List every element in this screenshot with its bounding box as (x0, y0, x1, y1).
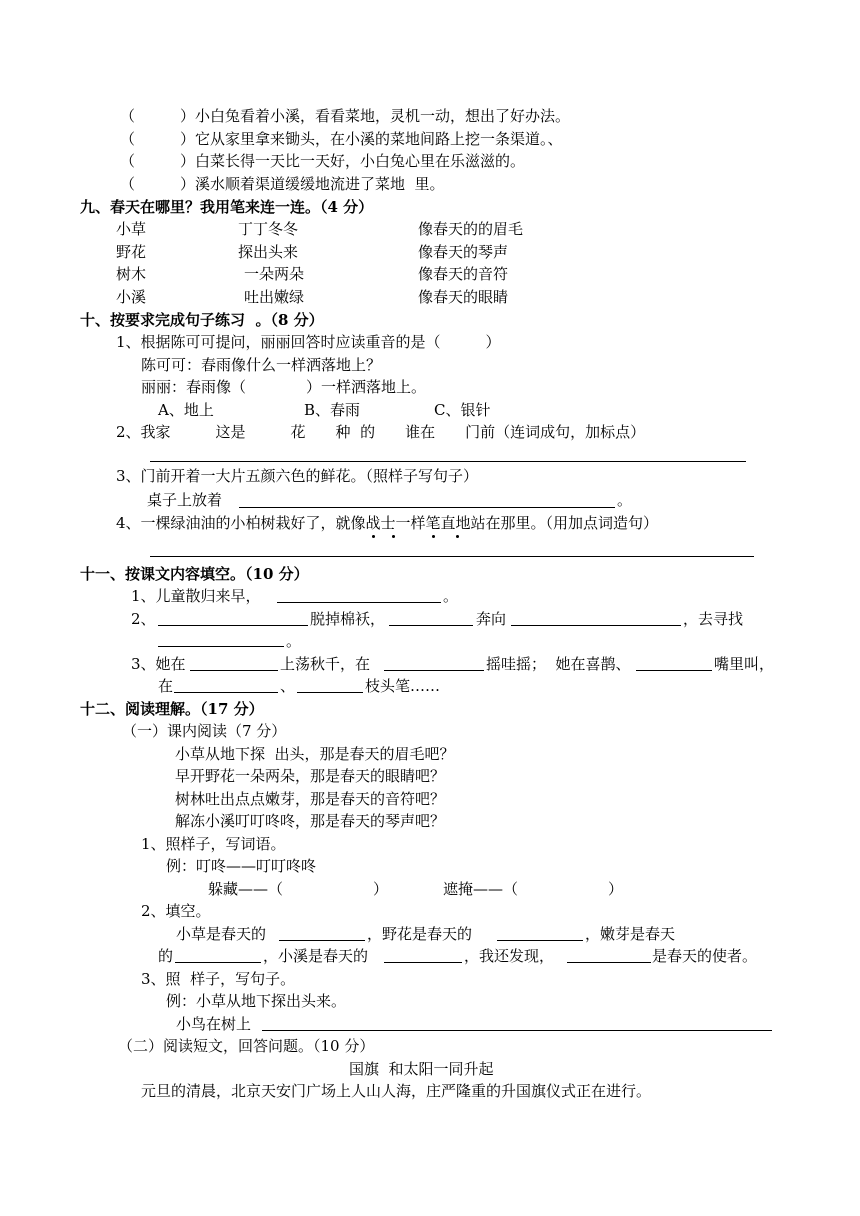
fill-blank[interactable] (190, 670, 278, 671)
fill-text: 摇哇摇； 她在喜鹊、 (486, 655, 631, 673)
question-text: 1、照样子，写词语。 (141, 835, 286, 853)
fill-blank[interactable] (158, 646, 284, 647)
word-blank[interactable]: 遮掩——（ ） (443, 880, 624, 898)
dialogue-line: 丽丽：春雨像（ ）一样洒落地上。 (141, 378, 427, 396)
emphasis-dot (392, 535, 395, 538)
fill-blank[interactable] (158, 625, 308, 626)
fill-blank[interactable] (567, 962, 651, 963)
emphasis-dot (456, 535, 459, 538)
question-text: 2、我家 这是 花 种 的 谁在 门前（连词成句，加标点） (116, 423, 646, 441)
poem-line: 小草从地下探 出头，那是春天的眉毛吧？ (175, 745, 455, 763)
answer-line[interactable] (150, 556, 754, 557)
fill-blank[interactable] (174, 692, 278, 693)
fill-text: ，小溪是春天的 (263, 947, 369, 965)
match-left[interactable]: 小溪 (116, 288, 147, 306)
fill-text: 小草是春天的 (176, 925, 267, 943)
match-left[interactable]: 小草 (116, 220, 147, 238)
fill-text: 嘴里叫， (714, 655, 775, 673)
fill-text: 脱掉棉袄， (310, 610, 386, 628)
emphasis-dots (368, 535, 468, 541)
question-text: 3、门前开着一大片五颜六色的鲜花。（照样子写句子） (116, 467, 479, 485)
section-10-title: 十、按要求完成句子练习 。（8 分） (80, 311, 324, 329)
period-mark: 。 (617, 491, 633, 509)
match-right[interactable]: 像春天的的眉毛 (418, 220, 524, 238)
story-paragraph: 元旦的清晨，北京天安门广场上人山人海，庄严隆重的升国旗仪式正在进行。 (141, 1082, 652, 1100)
fill-text: 是春天的使者。 (652, 947, 758, 965)
answer-line[interactable] (150, 461, 746, 462)
subsection-title: （二）阅读短文，回答问题。（10 分） (118, 1037, 375, 1055)
fill-blank[interactable] (297, 692, 363, 693)
fill-blank[interactable] (384, 962, 462, 963)
story-title: 国旗 和太阳一同升起 (349, 1060, 494, 1078)
fill-text: ，野花是春天的 (367, 925, 473, 943)
section-12-title: 十二、阅读理解。（17 分） (80, 700, 264, 718)
fill-text: 1、儿童散归来早， (131, 587, 261, 605)
fill-text: ，我还发现， (464, 947, 555, 965)
question-text: 4、一棵绿油油的小柏树栽好了，就像战士一样笔直地站在那里。（用加点词造句） (116, 514, 659, 532)
prompt-text: 小鸟在树上 (176, 1015, 252, 1033)
section-11-title: 十一、按课文内容填空。（10 分） (80, 565, 309, 583)
option-b[interactable]: B、春雨 (304, 401, 361, 419)
fill-text: 。 (443, 587, 459, 605)
match-middle[interactable]: 丁丁冬冬 (238, 220, 299, 238)
emphasis-dot (432, 535, 435, 538)
fill-blank[interactable] (636, 670, 712, 671)
question-text: 1、根据陈可可提问，丽丽回答时应读重音的是（ ） (116, 333, 501, 351)
fill-text: ，去寻找 (683, 610, 744, 628)
order-item: （ ）白菜长得一天比一天好，小白兔心里在乐滋滋的。 (120, 152, 526, 170)
fill-blank[interactable] (384, 670, 484, 671)
match-middle[interactable]: 一朵两朵 (244, 265, 305, 283)
poem-line: 解冻小溪叮叮咚咚，那是春天的琴声吧？ (175, 812, 446, 830)
fill-text: 枝头笔…… (365, 677, 441, 695)
fill-blank[interactable] (389, 625, 473, 626)
emphasis-dot (372, 535, 375, 538)
question-text: 3、照 样子，写句子。 (141, 970, 296, 988)
fill-text: 上荡秋千，在 (280, 655, 371, 673)
example-text: 例：小草从地下探出头来。 (166, 992, 347, 1010)
question-text: 2、填空。 (141, 902, 211, 920)
order-item: （ ）它从家里拿来锄头，在小溪的菜地间路上挖一条渠道。、 (120, 130, 563, 148)
match-right[interactable]: 像春天的琴声 (418, 243, 509, 261)
fill-blank[interactable] (279, 940, 365, 941)
prompt-text: 桌子上放着 (147, 491, 223, 509)
option-a[interactable]: A、地上 (158, 401, 214, 419)
order-item: （ ）溪水顺着渠道缓缓地流进了菜地 里。 (120, 175, 445, 193)
order-item: （ ）小白兔看着小溪，看看菜地，灵机一动，想出了好办法。 (120, 107, 571, 125)
fill-text: 在 (158, 677, 174, 695)
fill-blank[interactable] (497, 940, 583, 941)
poem-line: 早开野花一朵两朵，那是春天的眼睛吧？ (175, 767, 446, 785)
answer-line[interactable] (239, 507, 615, 508)
fill-blank[interactable] (511, 625, 681, 626)
answer-line[interactable] (262, 1030, 772, 1031)
match-left[interactable]: 树木 (116, 265, 147, 283)
match-left[interactable]: 野花 (116, 243, 147, 261)
option-c[interactable]: C、银针 (434, 401, 491, 419)
fill-blank[interactable] (175, 962, 261, 963)
section-9-title: 九、春天在哪里？我用笔来连一连。（4 分） (80, 198, 374, 216)
fill-text: 、 (280, 677, 296, 695)
dialogue-line: 陈可可：春雨像什么一样洒落地上？ (141, 356, 382, 374)
match-middle[interactable]: 探出头来 (238, 243, 299, 261)
fill-text: 2、 (131, 610, 156, 628)
fill-blank[interactable] (277, 602, 441, 603)
match-right[interactable]: 像春天的眼睛 (418, 288, 509, 306)
fill-text: ，嫩芽是春天 (585, 925, 676, 943)
match-middle[interactable]: 吐出嫩绿 (244, 288, 305, 306)
subsection-title: （一）课内阅读（7 分） (122, 722, 287, 740)
fill-text: 3、她在 (131, 655, 186, 673)
example-text: 例：叮咚——叮叮咚咚 (166, 857, 317, 875)
fill-text: 奔向 (476, 610, 507, 628)
fill-text: 。 (286, 632, 302, 650)
match-right[interactable]: 像春天的音符 (418, 265, 509, 283)
fill-text: 的 (158, 947, 174, 965)
poem-line: 树林吐出点点嫩芽，那是春天的音符吧？ (175, 790, 446, 808)
word-blank[interactable]: 躲藏——（ ） (208, 880, 389, 898)
